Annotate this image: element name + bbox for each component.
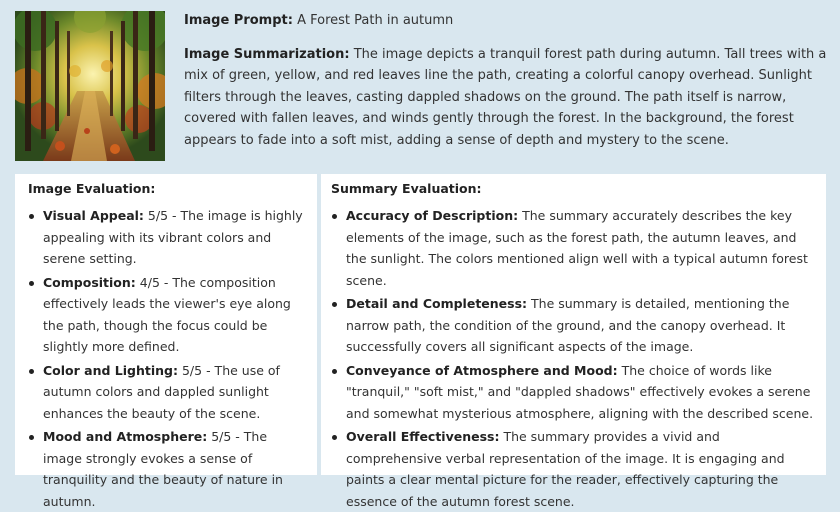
- summary-evaluation-panel: [321, 174, 826, 509]
- criterion-text: The summary accurately describes the key elements of the image, such as the forest path, the autumn leaves, and the sunlight. The colors mentioned align well with a typical autumn forest scene.: [346, 208, 808, 288]
- list-item: [28, 272, 309, 358]
- list-item: [331, 360, 818, 425]
- criterion-label: Composition:: [43, 274, 136, 290]
- image-summarization: [184, 44, 828, 152]
- list-item: [28, 426, 309, 512]
- criterion-label: Visual Appeal:: [43, 208, 144, 223]
- image-evaluation-panel: [15, 174, 317, 509]
- list-item: [28, 360, 309, 425]
- criterion-label: Accuracy of Description:: [346, 208, 519, 223]
- image-evaluation-title: Image Evaluation:: [28, 181, 156, 196]
- forest-path-image: [15, 11, 165, 161]
- criterion-text: 4/5 - The composition effectively leads the viewer's eye along the path, though the focus could be slightly more defined.: [43, 274, 291, 354]
- criterion-label: Mood and Atmosphere:: [43, 429, 208, 444]
- criterion-text: The choice of words like "tranquil," "soft mist," and "dappled shadows" effectively evokes a serene and somewhat mysterious atmosphere, aligning with the described scene.: [346, 362, 814, 421]
- header-section: [15, 11, 825, 161]
- list-item: [331, 293, 818, 358]
- criterion-text: 5/5 - The use of autumn colors and dappled sunlight enhances the beauty of the scene.: [43, 362, 280, 421]
- image-prompt: [184, 10, 828, 32]
- summary-evaluation-list: [331, 205, 818, 512]
- criterion-label: Color and Lighting:: [43, 362, 178, 378]
- criterion-text: The summary is detailed, mentioning the narrow path, the condition of the ground, and the canopy overhead. It successfully covers all significant aspects of the image.: [346, 296, 790, 354]
- summary-evaluation-title: Summary Evaluation:: [331, 181, 482, 196]
- criterion-text: The summary provides a vivid and comprehensive verbal representation of the image. It is engaging and paints a clear mental picture for the reader, effectively capturing the essence of the autumn forest scene.: [346, 429, 785, 509]
- image-summarization-text: The image depicts a tranquil forest path during autumn. Tall trees with a mix of green, yellow, and red leaves line the path, creating a colorful canopy overhead. Sunlight filters through the leaves, casting dappled shadows on the ground. The path itself is narrow, covered with fallen leaves, and winds gently through the forest. In the background, the forest appears to fade into a soft mist, adding a sense of depth and mystery to the scene.: [184, 46, 827, 148]
- list-item: [331, 205, 818, 291]
- criterion-text: 5/5 - The image is highly appealing with its vibrant colors and serene setting.: [43, 208, 303, 266]
- prompt-summary-block: [184, 11, 828, 151]
- criterion-label: Overall Effectiveness:: [346, 429, 500, 444]
- list-item: [28, 205, 309, 270]
- criterion-text: 5/5 - The image strongly evokes a sense of tranquility and the beauty of nature in autumn.: [43, 429, 283, 509]
- image-prompt-label: Image Prompt:: [184, 13, 293, 28]
- criterion-label: Conveyance of Atmosphere and Mood:: [346, 362, 618, 378]
- criterion-label: Detail and Completeness:: [346, 296, 528, 311]
- image-summarization-label: Image Summarization:: [184, 46, 350, 62]
- image-prompt-text: A Forest Path in autumn: [297, 13, 454, 28]
- image-evaluation-list: [28, 205, 309, 512]
- list-item: [331, 426, 818, 512]
